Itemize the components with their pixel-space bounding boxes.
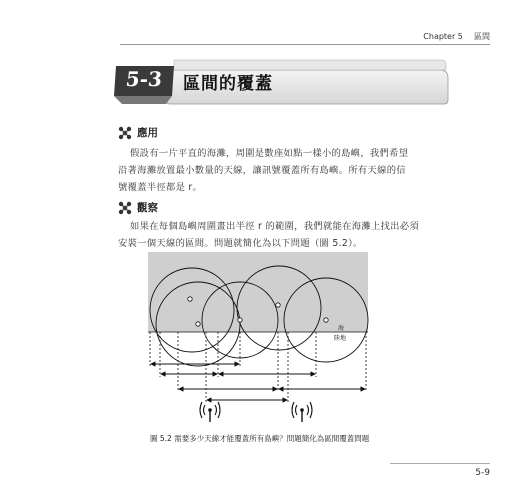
application-heading: 應用: [137, 127, 158, 139]
section-title: 區間的覆蓋: [183, 74, 273, 94]
island-point: [276, 303, 280, 307]
interval-cover-figure: [148, 252, 378, 432]
observation-paragraph: [118, 218, 418, 252]
antenna-icon: [200, 402, 220, 422]
footer-rule: [390, 463, 490, 464]
island-point: [238, 318, 242, 322]
island-point: [196, 322, 200, 326]
land-label: 陸地: [334, 335, 347, 342]
observation-heading: 觀察: [137, 202, 158, 214]
figure-caption: 圖 5.2 需要多少天線才能覆蓋所有島嶼？問題簡化為區間覆蓋問題: [150, 434, 370, 443]
island-point: [188, 297, 192, 301]
header-rule: [120, 44, 490, 45]
application-paragraph: [118, 145, 418, 196]
sea-area: [148, 252, 368, 332]
observation-line-1: 如果在每個島嶼周圍畫出半徑 r 的範圍，我們就能在海灘上找出必須: [130, 221, 419, 232]
running-head: [330, 31, 490, 43]
sea-label: 海: [338, 325, 345, 332]
chapter-number: Chapter 5: [423, 32, 463, 41]
molecule-icon: [118, 126, 132, 140]
application-line-3: 號覆蓋半徑都是 r。: [118, 182, 203, 193]
chapter-title: 區間: [474, 32, 490, 41]
application-line-1: 假設有一片平直的海灘，周圍是數座如點一樣小的島嶼，我們希望: [130, 148, 409, 159]
antenna-icon: [292, 402, 312, 422]
page-number: 5-9: [475, 468, 490, 478]
observation-line-2: 安裝一個天線的區間。問題就簡化為以下問題（圖 5.2）。: [118, 238, 363, 249]
island-point: [324, 318, 328, 322]
section-number: 5-3: [124, 67, 164, 91]
molecule-icon: [118, 201, 132, 215]
application-line-2: 沿著海灘放置最小數量的天線，讓訊號覆蓋所有島嶼。所有天線的信: [118, 165, 406, 176]
